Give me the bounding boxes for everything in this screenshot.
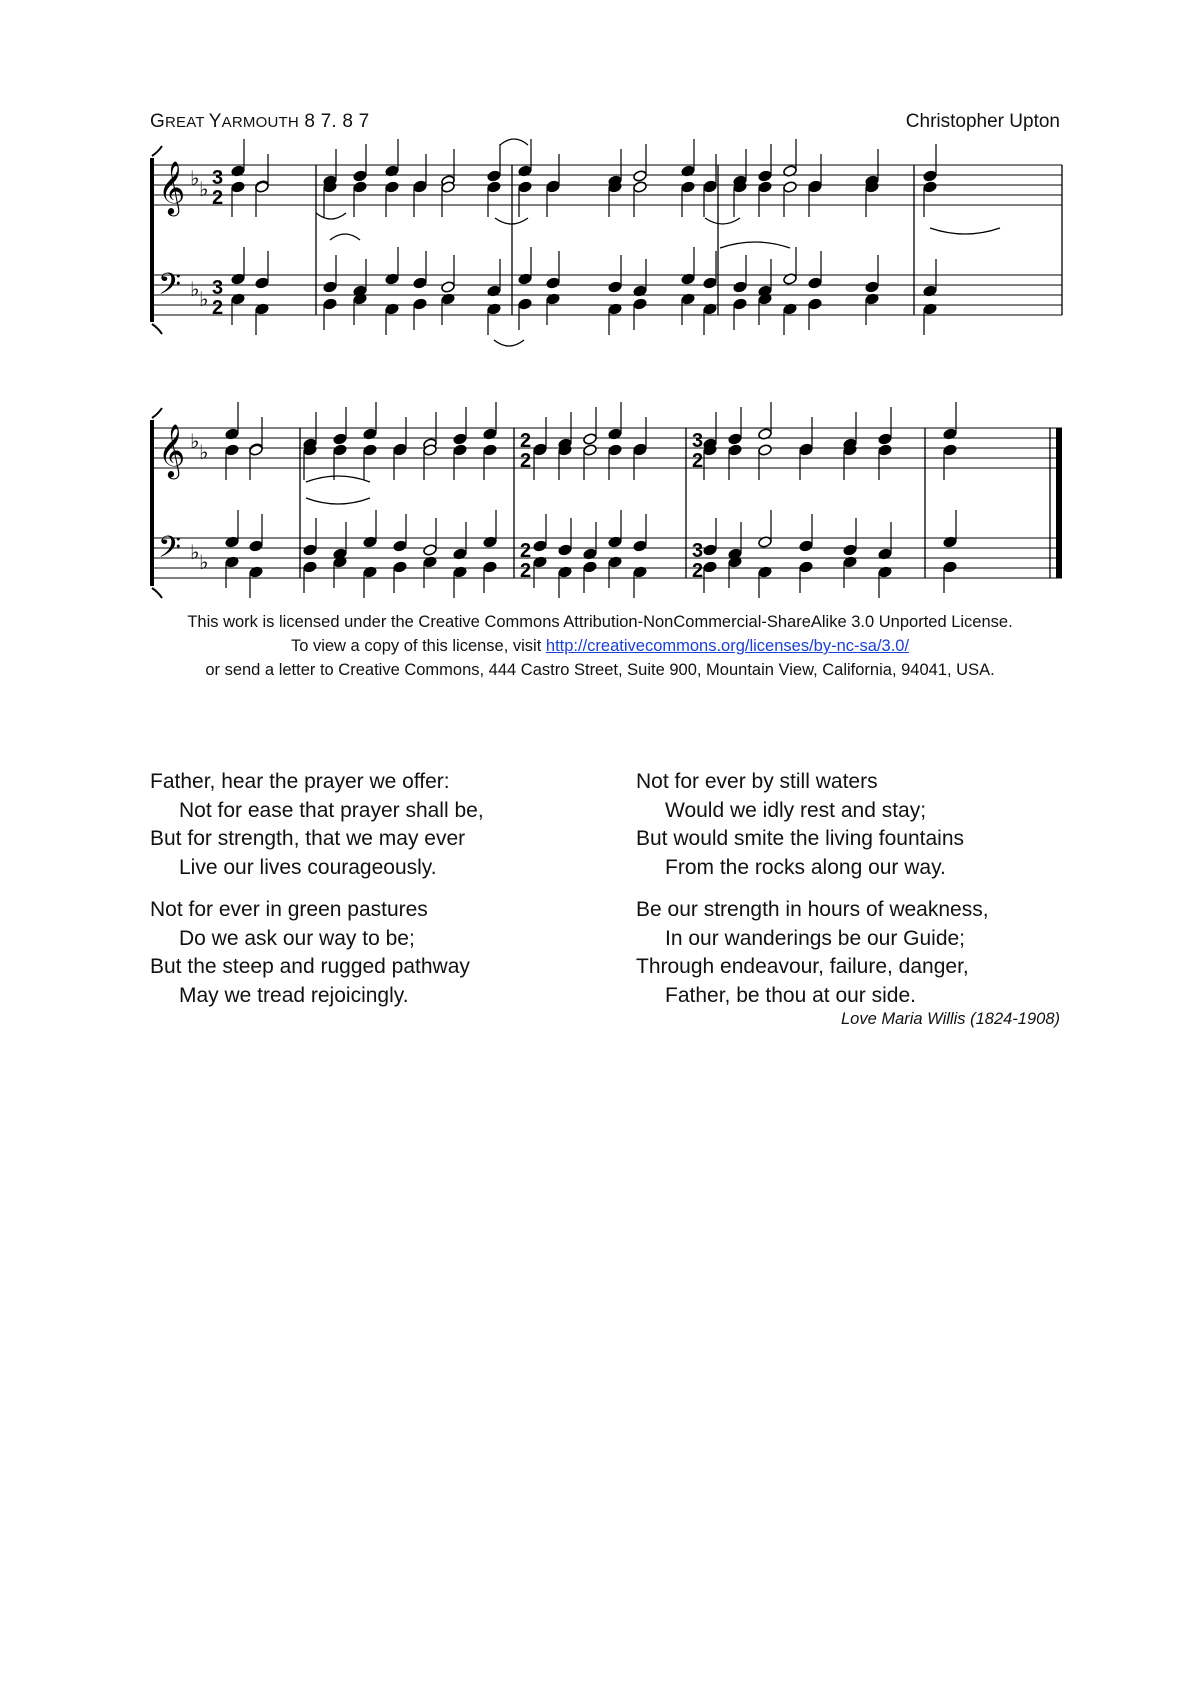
notehead bbox=[923, 170, 938, 183]
notehead bbox=[323, 281, 338, 294]
license-line-2: To view a copy of this license, visit http://creativecommons.org/licenses/by-nc-sa/3.0/ bbox=[290, 637, 910, 655]
notehead bbox=[633, 540, 648, 553]
svg-text:𝄢: 𝄢 bbox=[158, 531, 182, 572]
svg-text:2: 2 bbox=[520, 540, 532, 562]
tune-title: GREAT YARMOUTH 8 7. 8 7 bbox=[150, 111, 370, 132]
notehead bbox=[333, 444, 348, 457]
notehead bbox=[363, 444, 378, 457]
notehead bbox=[808, 298, 823, 311]
notehead bbox=[353, 170, 368, 183]
meter: 8 7. 8 7 bbox=[304, 111, 370, 132]
composer: Christopher Upton bbox=[905, 111, 1060, 132]
notehead bbox=[633, 298, 648, 311]
slur bbox=[930, 228, 1000, 234]
notehead bbox=[441, 281, 456, 294]
notehead bbox=[483, 561, 498, 574]
notehead bbox=[758, 170, 773, 183]
notehead bbox=[758, 181, 773, 194]
svg-text:3: 3 bbox=[692, 540, 704, 562]
notehead bbox=[703, 561, 718, 574]
notehead bbox=[303, 544, 318, 557]
system-2-notes bbox=[225, 402, 958, 598]
license-link[interactable]: http://creativecommons.org/licenses/by-nc-sa/3.0/ bbox=[545, 637, 910, 655]
notehead bbox=[413, 298, 428, 311]
notehead bbox=[487, 181, 502, 194]
slur bbox=[500, 139, 528, 145]
slur bbox=[720, 242, 790, 248]
notehead bbox=[423, 544, 438, 557]
svg-text:𝄞: 𝄞 bbox=[158, 423, 186, 477]
notehead bbox=[783, 181, 798, 194]
slur bbox=[330, 234, 360, 240]
notehead bbox=[518, 181, 533, 194]
notehead bbox=[703, 544, 718, 557]
slur bbox=[494, 340, 524, 346]
license-notice bbox=[0, 610, 1200, 682]
svg-text:2: 2 bbox=[212, 297, 224, 319]
notehead bbox=[385, 181, 400, 194]
system-2 bbox=[152, 408, 1062, 598]
notehead bbox=[808, 277, 823, 290]
notehead bbox=[353, 181, 368, 194]
svg-text:3: 3 bbox=[212, 277, 224, 299]
notehead bbox=[799, 540, 814, 553]
verse-2: Not for ever in green pastures Do we ask our way to be; But the steep and rugged pathway May we tread rejoicingly. bbox=[150, 898, 470, 1007]
notehead bbox=[878, 444, 893, 457]
notehead bbox=[728, 444, 743, 457]
notehead bbox=[608, 281, 623, 294]
slur bbox=[316, 213, 346, 219]
notehead bbox=[681, 181, 696, 194]
svg-text:2: 2 bbox=[520, 430, 532, 452]
notehead bbox=[583, 433, 598, 446]
svg-text:♭: ♭ bbox=[199, 550, 209, 574]
svg-text:♭: ♭ bbox=[199, 177, 209, 201]
svg-text:2: 2 bbox=[692, 560, 704, 582]
notehead bbox=[518, 298, 533, 311]
notehead bbox=[799, 561, 814, 574]
notehead bbox=[943, 561, 958, 574]
notehead bbox=[923, 181, 938, 194]
svg-text:♭: ♭ bbox=[199, 440, 209, 464]
svg-text:2: 2 bbox=[212, 187, 224, 209]
notehead bbox=[943, 444, 958, 457]
notehead bbox=[728, 433, 743, 446]
notehead bbox=[633, 170, 648, 183]
svg-text:♭: ♭ bbox=[199, 287, 209, 311]
svg-text:♭: ♭ bbox=[190, 166, 200, 190]
notehead bbox=[878, 433, 893, 446]
notehead bbox=[249, 540, 264, 553]
svg-text:♭: ♭ bbox=[190, 429, 200, 453]
notehead bbox=[703, 277, 718, 290]
notehead bbox=[231, 181, 246, 194]
license-line-3: or send a letter to Creative Commons, 444 Castro Street, Suite 900, Mountain View, California, 94041, USA. bbox=[205, 661, 995, 679]
verse-1: Father, hear the prayer we offer: Not for ease that prayer shall be, But for strength, that we may ever Live our lives courageously. bbox=[150, 770, 484, 879]
notehead bbox=[333, 433, 348, 446]
notehead bbox=[558, 544, 573, 557]
notehead bbox=[487, 170, 502, 183]
svg-text:2: 2 bbox=[520, 560, 532, 582]
verse-4: Be our strength in hours of weakness, In our wanderings be our Guide; Through endeavour, failure, danger, Father, be thou at our side. bbox=[636, 898, 989, 1007]
notehead bbox=[413, 277, 428, 290]
notehead bbox=[393, 561, 408, 574]
notehead bbox=[453, 433, 468, 446]
notehead bbox=[608, 444, 623, 457]
svg-text:3: 3 bbox=[212, 167, 224, 189]
notehead bbox=[303, 561, 318, 574]
svg-text:2: 2 bbox=[520, 450, 532, 472]
svg-text:♭: ♭ bbox=[190, 277, 200, 301]
slur bbox=[705, 218, 740, 224]
music-score bbox=[0, 0, 1200, 640]
notehead bbox=[393, 540, 408, 553]
verse-3: Not for ever by still waters Would we idly rest and stay; But would smite the living fountains From the rocks along our way. bbox=[636, 770, 965, 879]
svg-text:𝄢: 𝄢 bbox=[158, 268, 182, 309]
slur bbox=[306, 476, 370, 482]
hymn-author: Love Maria Willis (1824-1908) bbox=[840, 1010, 1060, 1028]
notehead bbox=[733, 281, 748, 294]
license-line-1: This work is licensed under the Creative Commons Attribution-NonCommercial-ShareAlike 3.0 Unported License. bbox=[187, 613, 1013, 631]
slur bbox=[306, 498, 370, 504]
notehead bbox=[758, 444, 773, 457]
notehead bbox=[733, 298, 748, 311]
svg-text:2: 2 bbox=[692, 450, 704, 472]
svg-text:3: 3 bbox=[692, 430, 704, 452]
notehead bbox=[225, 444, 240, 457]
notehead bbox=[483, 444, 498, 457]
notehead bbox=[583, 561, 598, 574]
notehead bbox=[323, 298, 338, 311]
notehead bbox=[533, 540, 548, 553]
notehead bbox=[633, 181, 648, 194]
svg-text:♭: ♭ bbox=[190, 540, 200, 564]
notehead bbox=[865, 281, 880, 294]
svg-text:𝄞: 𝄞 bbox=[158, 160, 186, 214]
notehead bbox=[255, 277, 270, 290]
notehead bbox=[583, 444, 598, 457]
notehead bbox=[453, 444, 468, 457]
notehead bbox=[546, 277, 561, 290]
notehead bbox=[843, 544, 858, 557]
